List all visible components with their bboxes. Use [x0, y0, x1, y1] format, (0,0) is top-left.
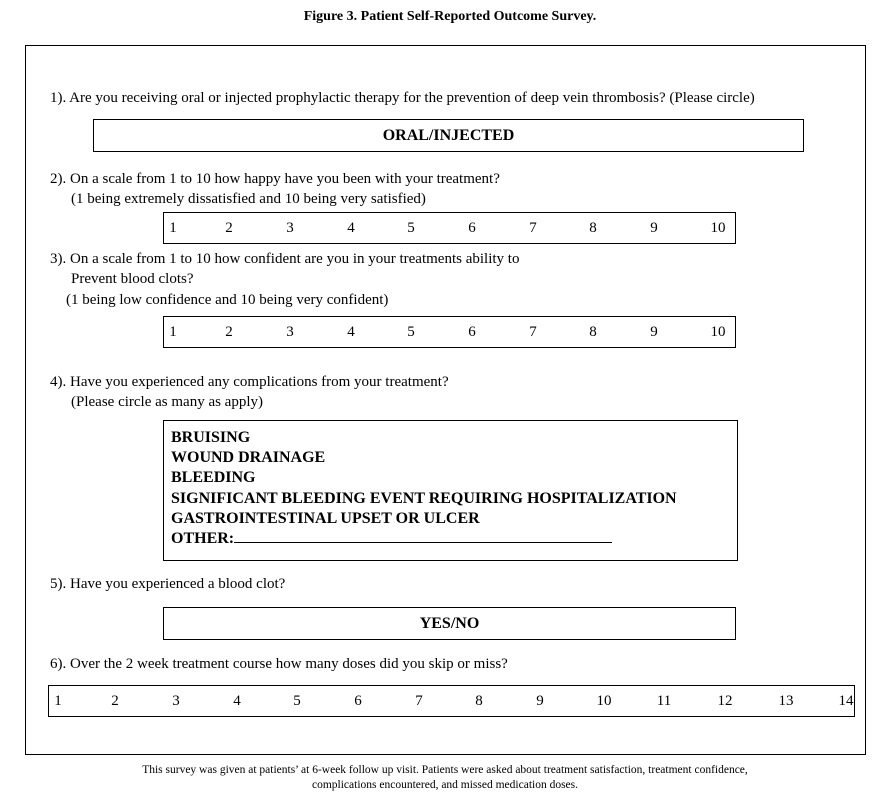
q1-answer-box[interactable]: ORAL/INJECTED: [93, 119, 804, 152]
scale-option-14[interactable]: 14: [838, 692, 854, 709]
scale-option-5[interactable]: 5: [293, 692, 301, 709]
q2-rating-scale[interactable]: [163, 212, 736, 244]
caption-line-2: complications encountered, and missed medication doses.: [311, 779, 579, 791]
scale-option-6[interactable]: 6: [468, 219, 476, 236]
question-4-note: (Please circle as many as apply): [71, 394, 264, 410]
scale-option-13[interactable]: 13: [778, 692, 794, 709]
scale-option-2[interactable]: 2: [225, 219, 233, 236]
q3-rating-scale[interactable]: [163, 316, 736, 348]
scale-option-7[interactable]: 7: [529, 323, 537, 340]
question-2-note: (1 being extremely dissatisfied and 10 being very satisfied): [71, 191, 426, 207]
scale-option-8[interactable]: 8: [475, 692, 483, 709]
question-3: 3). On a scale from 1 to 10 how confident are you in your treatments ability to: [50, 251, 520, 267]
scale-option-1[interactable]: 1: [169, 219, 177, 236]
scale-option-4[interactable]: 4: [347, 323, 355, 340]
scale-option-6[interactable]: 6: [354, 692, 362, 709]
scale-option-2[interactable]: 2: [225, 323, 233, 340]
scale-option-9[interactable]: 9: [536, 692, 544, 709]
scale-option-3[interactable]: 3: [286, 219, 294, 236]
scale-option-5[interactable]: 5: [407, 219, 415, 236]
scale-option-9[interactable]: 9: [650, 219, 658, 236]
scale-option-10[interactable]: 10: [710, 219, 726, 236]
scale-option-11[interactable]: 11: [656, 692, 672, 709]
option-bruising[interactable]: BRUISING: [171, 429, 251, 446]
scale-option-8[interactable]: 8: [589, 219, 597, 236]
question-6: 6). Over the 2 week treatment course how many doses did you skip or miss?: [50, 656, 508, 672]
scale-option-4[interactable]: 4: [233, 692, 241, 709]
scale-option-9[interactable]: 9: [650, 323, 658, 340]
option-significant-bleeding[interactable]: SIGNIFICANT BLEEDING EVENT REQUIRING HOSPITALIZATION: [171, 489, 677, 507]
scale-option-3[interactable]: 3: [286, 323, 294, 340]
scale-option-1[interactable]: 1: [54, 692, 62, 709]
scale-option-6[interactable]: 6: [468, 323, 476, 340]
scale-option-4[interactable]: 4: [347, 219, 355, 236]
question-5: 5). Have you experienced a blood clot?: [50, 576, 286, 592]
caption-line-1: This survey was given at patients’ at 6-week follow up visit. Patients were asked about treatment satisfaction, treatment confidence,: [142, 764, 748, 776]
question-4: 4). Have you experienced any complications from your treatment?: [50, 374, 449, 390]
scale-option-10[interactable]: 10: [710, 323, 726, 340]
question-1: 1). Are you receiving oral or injected prophylactic therapy for the prevention of deep vein thrombosis? (Please circle): [50, 90, 755, 106]
question-3-line2: Prevent blood clots?: [71, 271, 194, 287]
scale-option-7[interactable]: 7: [415, 692, 423, 709]
scale-option-10[interactable]: 10: [596, 692, 612, 709]
scale-option-8[interactable]: 8: [589, 323, 597, 340]
figure-caption: [0, 763, 880, 793]
scale-option-3[interactable]: 3: [172, 692, 180, 709]
question-2: 2). On a scale from 1 to 10 how happy have you been with your treatment?: [50, 171, 500, 187]
other-label: OTHER:: [171, 530, 235, 548]
option-bleeding[interactable]: BLEEDING: [171, 469, 256, 487]
option-wound-drainage[interactable]: WOUND DRAINAGE: [171, 449, 326, 467]
scale-option-12[interactable]: 12: [717, 692, 733, 709]
question-3-note: (1 being low confidence and 10 being very confident): [66, 292, 389, 308]
scale-option-5[interactable]: 5: [407, 323, 415, 340]
q5-answer-box[interactable]: YES/NO: [163, 607, 736, 640]
option-gi-upset[interactable]: GASTROINTESTINAL UPSET OR ULCER: [171, 509, 480, 527]
scale-option-2[interactable]: 2: [111, 692, 119, 709]
option-other[interactable]: [171, 529, 737, 549]
scale-option-1[interactable]: 1: [169, 323, 177, 340]
other-write-in-line[interactable]: [234, 542, 612, 543]
q6-doses-scale[interactable]: [48, 685, 855, 717]
figure-title: Figure 3. Patient Self-Reported Outcome Survey.: [303, 9, 597, 24]
scale-option-7[interactable]: 7: [529, 219, 537, 236]
q4-complications-box: [163, 420, 738, 561]
